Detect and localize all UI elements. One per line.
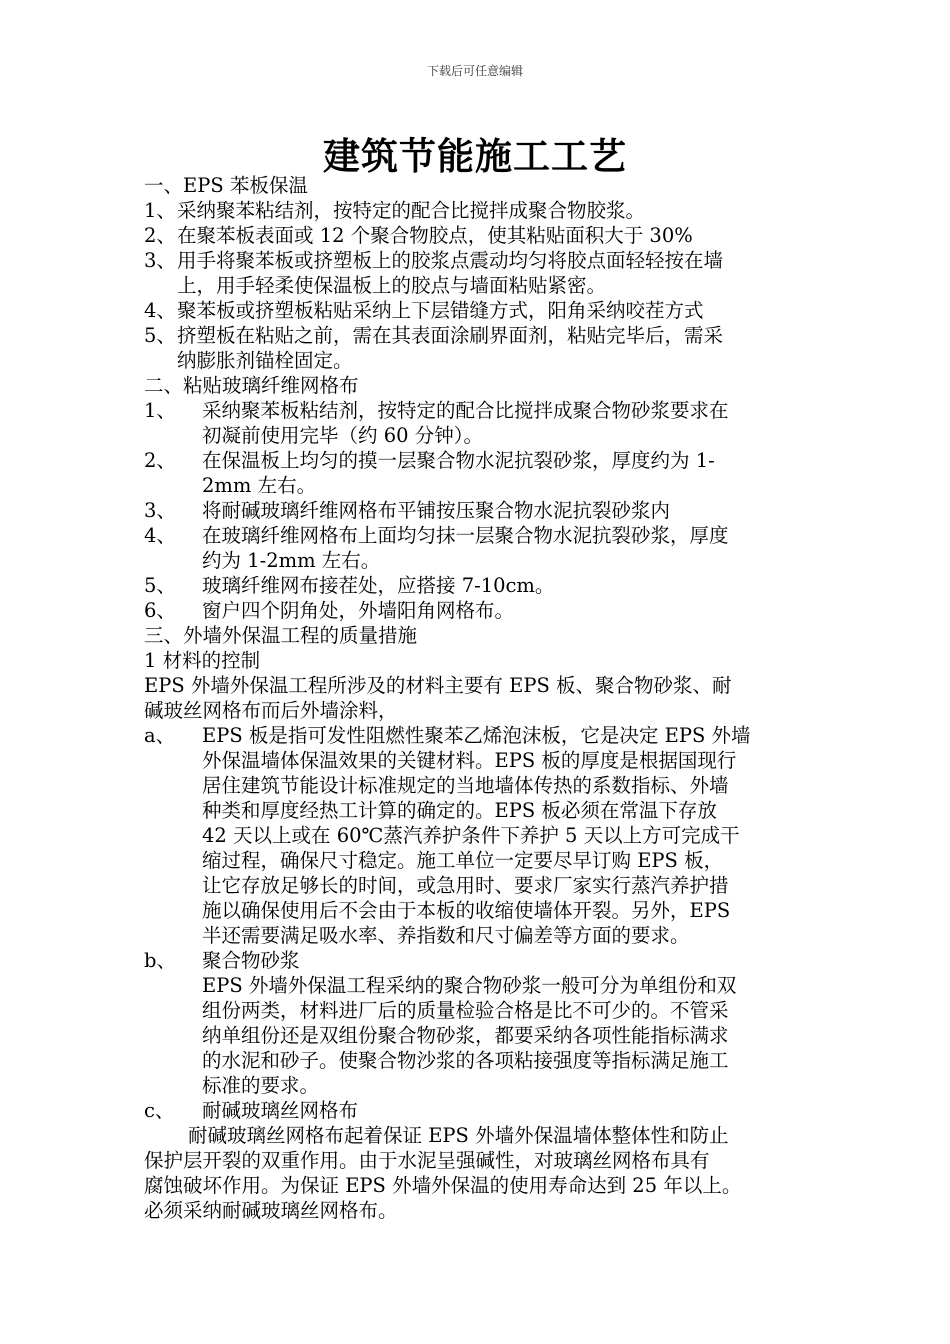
list-text: 的水泥和砂子。使聚合物沙浆的各项粘接强度等指标满足施工 xyxy=(202,1049,729,1072)
list-text: 施以确保使用后不会由于本板的收缩使墙体开裂。另外，EPS xyxy=(202,899,731,922)
list-text: 标准的要求。 xyxy=(202,1074,320,1097)
list-text: 纳膨胀剂锚栓固定。 xyxy=(177,349,353,372)
list-text: 居住建筑节能设计标准规定的当地墙体传热的系数指标、外墙 xyxy=(202,774,729,797)
list-text: 耐碱玻璃丝网格布 xyxy=(202,1099,359,1122)
list-marker: 4、 xyxy=(144,524,176,547)
list-item xyxy=(144,223,808,248)
list-text: 上，用手轻柔使保温板上的胶点与墙面粘贴紧密。 xyxy=(177,274,607,297)
list-text: EPS 板是指可发性阻燃性聚苯乙烯泡沫板，它是决定 EPS 外墙 xyxy=(202,724,751,747)
paragraph-line: 耐碱玻璃丝网格布起着保证 EPS 外墙外保温墙体整体性和防止 xyxy=(188,1124,729,1147)
paragraph-line: 腐蚀破坏作用。为保证 EPS 外墙外保温的使用寿命达到 25 年以上。 xyxy=(144,1174,742,1197)
subsection-heading: 1 材料的控制 xyxy=(144,649,261,672)
list-marker: 3、 xyxy=(144,249,176,272)
paragraph-line: EPS 外墙外保温工程所涉及的材料主要有 EPS 板、聚合物砂浆、耐 xyxy=(144,674,732,697)
list-text: 半还需要满足吸水率、养指数和尺寸偏差等方面的要求。 xyxy=(202,924,690,947)
list-text: 采纳聚苯板粘结剂，按特定的配合比搅拌成聚合物砂浆要求在 xyxy=(202,399,729,422)
list-item xyxy=(144,598,808,623)
list-item xyxy=(144,248,808,298)
list-text: 挤塑板在粘贴之前，需在其表面涂刷界面剂，粘贴完毕后，需采 xyxy=(177,324,724,347)
list-text: 玻璃纤维网布接茬处，应搭接 7-10cm。 xyxy=(202,574,555,597)
section-heading: 二、粘贴玻璃纤维网格布 xyxy=(144,374,359,397)
list-marker: 1、 xyxy=(144,399,176,422)
list-text: 42 天以上或在 60℃蒸汽养护条件下养护 5 天以上方可完成干 xyxy=(202,824,740,847)
list-text: 采纳聚苯粘结剂，按特定的配合比搅拌成聚合物胶浆。 xyxy=(177,199,646,222)
list-marker: 2、 xyxy=(144,449,176,472)
list-text: EPS 外墙外保温工程采纳的聚合物砂浆一般可分为单组份和双 xyxy=(202,974,737,997)
list-text: 缩过程，确保尺寸稳定。施工单位一定要尽早订购 EPS 板， xyxy=(202,849,724,872)
list-text: 用手将聚苯板或挤塑板上的胶浆点震动均匀将胶点面轻轻按在墙 xyxy=(177,249,724,272)
list-text: 纳单组份还是双组份聚合物砂浆，都要采纳各项性能指标满求 xyxy=(202,1024,729,1047)
list-text: 在玻璃纤维网格布上面均匀抹一层聚合物水泥抗裂砂浆，厚度 xyxy=(202,524,729,547)
list-item xyxy=(144,573,808,598)
list-marker: b、 xyxy=(144,949,176,972)
list-marker: a、 xyxy=(144,724,176,747)
closing-paragraph xyxy=(144,1123,808,1223)
list-text: 外保温墙体保温效果的关键材料。EPS 板的厚度是根据国现行 xyxy=(202,749,737,772)
paragraph-line: 碱玻丝网格布而后外墙涂料， xyxy=(144,699,398,722)
list-item xyxy=(144,1098,808,1123)
list-item xyxy=(144,198,808,223)
document-title: 建筑节能施工工艺 xyxy=(323,134,627,178)
list-text: 窗户四个阴角处，外墙阳角网格布。 xyxy=(202,599,515,622)
document-body xyxy=(144,173,808,1223)
list-text: 初凝前使用完毕（约 60 分钟）。 xyxy=(202,424,483,447)
list-marker: 4、 xyxy=(144,299,176,322)
list-item xyxy=(144,948,808,1098)
list-marker: 5、 xyxy=(144,324,176,347)
list-text: 聚合物砂浆 xyxy=(202,949,300,972)
paragraph-line: 保护层开裂的双重作用。由于水泥呈强碱性，对玻璃丝网格布具有 xyxy=(144,1149,710,1172)
section-heading: 三、外墙外保温工程的质量措施 xyxy=(144,624,418,647)
section-heading: 一、EPS 苯板保温 xyxy=(144,174,308,197)
list-item xyxy=(144,448,808,498)
list-text: 在保温板上均匀的摸一层聚合物水泥抗裂砂浆，厚度约为 1- xyxy=(202,449,715,472)
list-text: 2mm 左右。 xyxy=(202,474,317,497)
list-item xyxy=(144,298,808,323)
list-marker: 5、 xyxy=(144,574,176,597)
list-text: 在聚苯板表面或 12 个聚合物胶点，使其粘贴面积大于 30% xyxy=(177,224,693,247)
list-marker: 1、 xyxy=(144,199,176,222)
list-marker: 2、 xyxy=(144,224,176,247)
list-text: 聚苯板或挤塑板粘贴采纳上下层错缝方式，阳角采纳咬茬方式 xyxy=(177,299,704,322)
list-text: 让它存放足够长的时间，或急用时、要求厂家实行蒸汽养护措 xyxy=(202,874,729,897)
list-item xyxy=(144,398,808,448)
list-marker: c、 xyxy=(144,1099,175,1122)
list-text: 约为 1-2mm 左右。 xyxy=(202,549,381,572)
list-item xyxy=(144,498,808,523)
list-marker: 6、 xyxy=(144,599,176,622)
list-item xyxy=(144,323,808,373)
paragraph-line: 必须采纳耐碱玻璃丝网格布。 xyxy=(144,1199,398,1222)
list-item xyxy=(144,523,808,573)
list-marker: 3、 xyxy=(144,499,176,522)
page-header: 下载后可任意编辑 xyxy=(426,64,523,78)
list-text: 种类和厚度经热工计算的确定的。EPS 板必须在常温下存放 xyxy=(202,799,717,822)
list-item xyxy=(144,723,808,948)
list-text: 组份两类，材料进厂后的质量检验合格是比不可少的。不管采 xyxy=(202,999,729,1022)
list-text: 将耐碱玻璃纤维网格布平铺按压聚合物水泥抗裂砂浆内 xyxy=(202,499,671,522)
